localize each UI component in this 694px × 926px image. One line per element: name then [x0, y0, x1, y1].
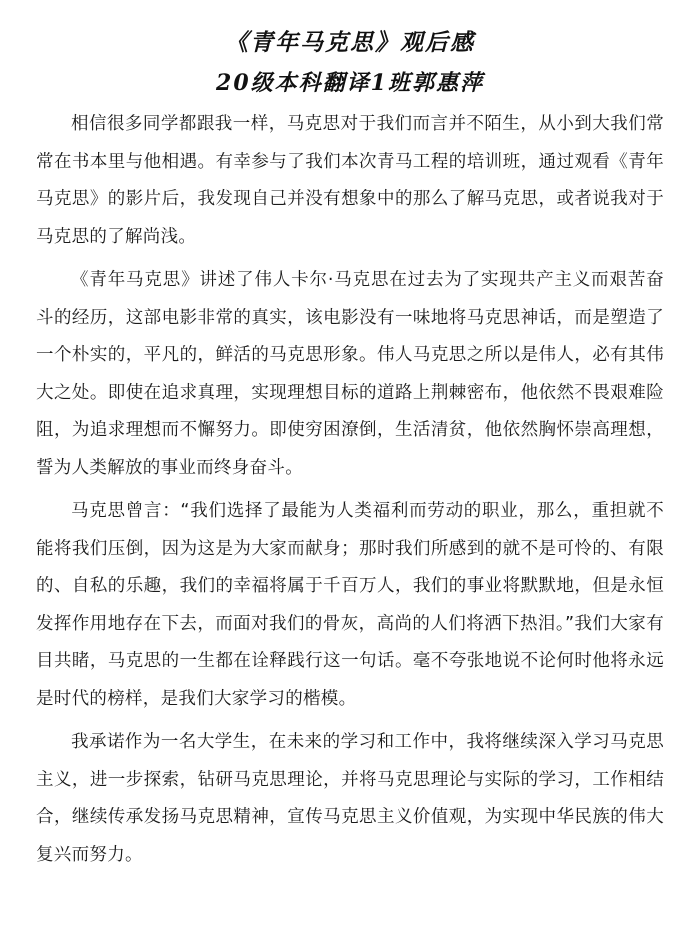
paragraph-1: 相信很多同学都跟我一样，马克思对于我们而言并不陌生，从小到大我们常常在书本里与他相遇。有幸参与了我们本次青马工程的培训班，通过观看《青年马克思》的影片后，我发现自己并没有想象中的那么了解马克思，或者说我对于马克思的了解尚浅。 — [36, 114, 664, 247]
document-body — [36, 106, 664, 874]
paragraph-2: 《青年马克思》讲述了伟人卡尔·马克思在过去为了实现共产主义而艰苦奋斗的经历，这部电影非常的真实，该电影没有一味地将马克思神话，而是塑造了一个朴实的，平凡的，鲜活的马克思形象。伟人马克思之所以是伟人，必有其伟大之处。即使在追求真理，实现理想目标的道路上荆棘密布，他依然不畏艰难险阻，为追求理想而不懈努力。即使穷困潦倒，生活清贫，他依然胸怀崇高理想，誓为人类解放的事业而终身奋斗。 — [36, 270, 664, 478]
author-line: 20级本科翻译1班郭惠萍 — [216, 70, 484, 96]
paragraph-3: 马克思曾言：“我们选择了最能为人类福利而劳动的职业，那么，重担就不能将我们压倒，因为这是为大家而献身；那时我们所感到的就不是可怜的、有限的、自私的乐趣，我们的幸福将属于千百万人，我们的事业将默默地，但是永恒发挥作用地存在下去，而面对我们的骨灰，高尚的人们将洒下热泪。”我们大家有目共睹，马克思的一生都在诠释践行这一句话。毫不夸张地说不论何时他将永远是时代的榜样，是我们大家学习的楷模。 — [36, 501, 664, 709]
document-title: 《青年马克思》观后感 — [225, 29, 475, 56]
paragraph-4: 我承诺作为一名大学生，在未来的学习和工作中，我将继续深入学习马克思主义，进一步探索，钻研马克思理论，并将马克思理论与实际的学习，工作相结合，继续传承发扬马克思精神，宣传马克思主义价值观，为实现中华民族的伟大复兴而努力。 — [36, 732, 664, 865]
